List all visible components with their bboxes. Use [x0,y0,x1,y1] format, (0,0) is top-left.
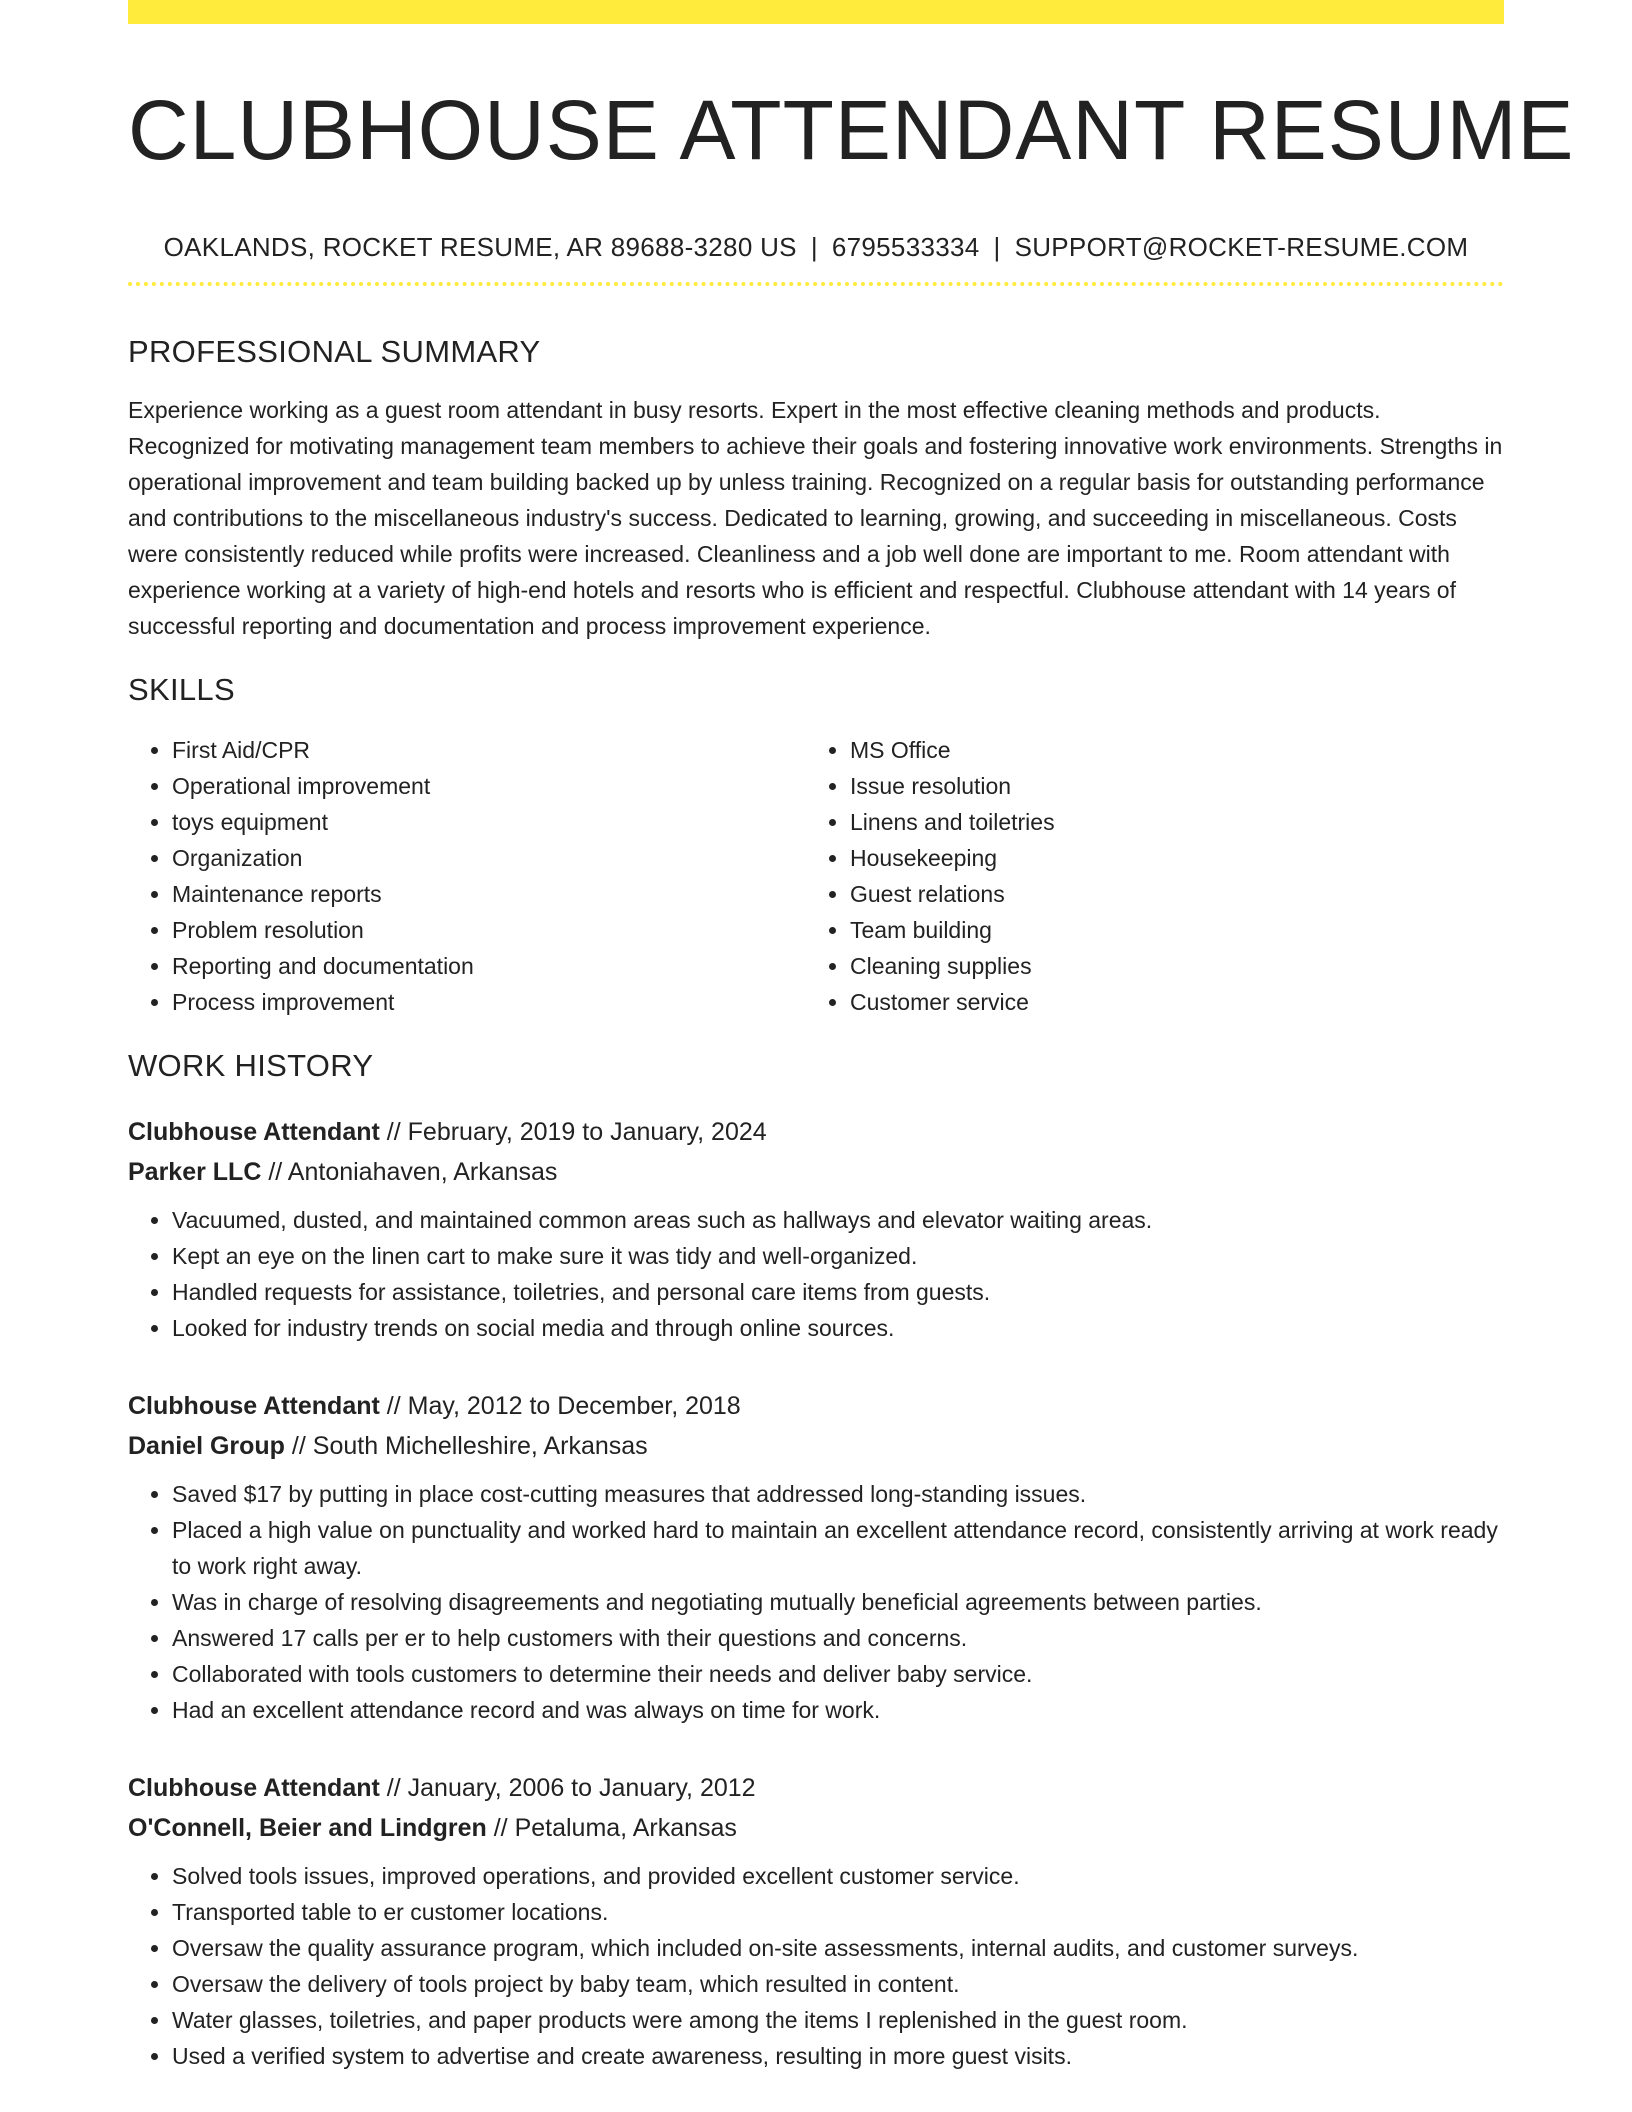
contact-phone: 6795533334 [831,232,980,262]
job-bullet: • Used a verified system to advertise and create awareness, resulting in more guest visits. [172,2038,1504,2074]
job-bullet: • Water glasses, toiletries, and paper products were among the items I replenished in the guest room. [172,2002,1504,2038]
job-company: Parker LLC [128,1158,262,1186]
job-divider: // [379,1118,408,1146]
job-location: South Michelleshire, Arkansas [312,1432,648,1460]
skill-item: • Process improvement [172,984,806,1020]
job-bullet: • Oversaw the delivery of tools project by baby team, which resulted in content. [172,1966,1504,2002]
job-divider: // [486,1814,515,1842]
skill-item: • Team building [850,912,1484,948]
job-bullet: • Placed a high value on punctuality and worked hard to maintain an excellent attendance record, consistently arriving at work ready to work right away. [172,1512,1504,1584]
contact-email: SUPPORT@ROCKET-RESUME.COM [1014,232,1469,262]
skill-item: • Customer service [850,984,1484,1020]
job-divider: // [284,1432,313,1460]
section-heading-work-history: WORK HISTORY [128,1048,374,1083]
skill-item: • Issue resolution [850,768,1484,804]
job-company-line [128,1426,1504,1466]
job-divider: // [261,1158,288,1186]
skill-item: • First Aid/CPR [172,732,806,768]
job-bullet: • Looked for industry trends on social media and through online sources. [172,1310,1504,1346]
job-entry [128,1386,1504,1728]
job-bullet: • Vacuumed, dusted, and maintained common areas such as hallways and elevator waiting areas. [172,1202,1504,1238]
job-bullet: • Solved tools issues, improved operations, and provided excellent customer service. [172,1858,1504,1894]
skill-item: • Linens and toiletries [850,804,1484,840]
job-bullet: • Transported table to er customer locations. [172,1894,1504,1930]
job-company-line [128,1808,1504,1848]
job-bullet: • Collaborated with tools customers to determine their needs and deliver baby service. [172,1656,1504,1692]
skill-item: • Reporting and documentation [172,948,806,984]
job-company: O'Connell, Beier and Lindgren [128,1814,487,1842]
job-bullet: • Oversaw the quality assurance program, which included on-site assessments, internal audits, and customer surveys. [172,1930,1504,1966]
job-bullet: • Kept an eye on the linen cart to make sure it was tidy and well-organized. [172,1238,1504,1274]
job-bullet: • Saved $17 by putting in place cost-cutting measures that addressed long-standing issues. [172,1476,1504,1512]
skills-list [128,732,1504,1020]
job-bullets [128,1202,1504,1346]
resume-title: CLUBHOUSE ATTENDANT RESUME [128,83,1575,177]
job-dates: May, 2012 to December, 2018 [407,1392,741,1420]
job-divider: // [379,1774,408,1802]
job-bullet: • Had an excellent attendance record and was always on time for work. [172,1692,1504,1728]
skills-column-left [128,732,806,1020]
job-bullet: • Was in charge of resolving disagreements and negotiating mutually beneficial agreements between parties. [172,1584,1504,1620]
skill-item: • Housekeeping [850,840,1484,876]
job-title: Clubhouse Attendant [128,1392,380,1420]
job-company: Daniel Group [128,1432,285,1460]
dotted-divider [128,282,1504,286]
job-bullet: • Handled requests for assistance, toiletries, and personal care items from guests. [172,1274,1504,1310]
job-title: Clubhouse Attendant [128,1774,380,1802]
section-heading-summary: PROFESSIONAL SUMMARY [128,334,541,369]
skill-item: • Cleaning supplies [850,948,1484,984]
contact-separator: | [810,232,818,262]
job-location: Petaluma, Arkansas [514,1814,737,1842]
contact-separator: | [993,232,1001,262]
summary-text: Experience working as a guest room attendant in busy resorts. Expert in the most effective cleaning methods and products. Recognized for motivating management team members to achieve their goals and fostering innovative work environments. Strengths in operational improvement and team building backed up by unless training. Recognized on a regular basis for outstanding performance and contributions to the miscellaneous industry's success. Dedicated to learning, growing, and succeeding in miscellaneous. Costs were consistently reduced while profits were increased. Cleanliness and a job well done are important to me. Room attendant with experience working at a variety of high-end hotels and resorts who is efficient and respectful. Clubhouse attendant with 14 years of successful reporting and documentation and process improvement experience. [128,397,1503,639]
job-company-line [128,1152,1504,1192]
skill-item: • Guest relations [850,876,1484,912]
skill-item: • Organization [172,840,806,876]
job-title-line [128,1768,1504,1808]
job-dates: February, 2019 to January, 2024 [407,1118,767,1146]
job-bullet: • Answered 17 calls per er to help customers with their questions and concerns. [172,1620,1504,1656]
job-dates: January, 2006 to January, 2012 [407,1774,756,1802]
job-title-line [128,1386,1504,1426]
job-entry [128,1112,1504,1346]
skill-item: • Operational improvement [172,768,806,804]
section-heading-skills: SKILLS [128,672,235,707]
skill-item: • Problem resolution [172,912,806,948]
job-entry [128,1768,1504,2074]
job-title-line [128,1112,1504,1152]
job-location: Antoniahaven, Arkansas [287,1158,558,1186]
skill-item: • toys equipment [172,804,806,840]
contact-address: OAKLANDS, ROCKET RESUME, AR 89688-3280 US [163,232,797,262]
job-bullets [128,1858,1504,2074]
skill-item: • MS Office [850,732,1484,768]
skill-item: • Maintenance reports [172,876,806,912]
job-divider: // [379,1392,408,1420]
skills-column-right [806,732,1484,1020]
resume-content [128,0,1575,2074]
job-title: Clubhouse Attendant [128,1118,380,1146]
contact-line [128,230,1504,264]
job-bullets [128,1476,1504,1728]
